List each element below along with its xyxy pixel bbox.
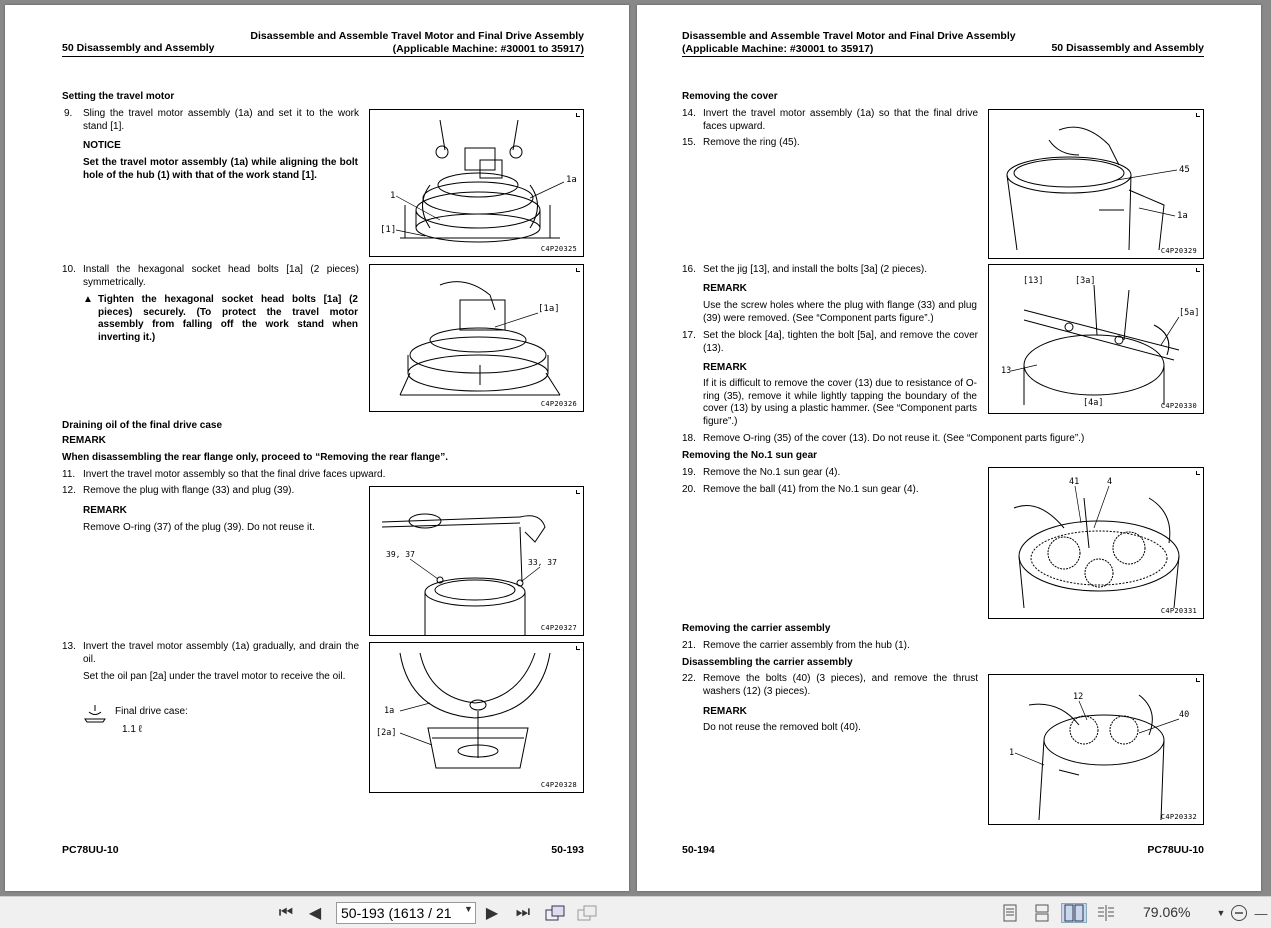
fig8-label-1: 1	[1009, 748, 1015, 758]
step-text: Sling the travel motor assembly (1a) and set it to the work stand [1].	[83, 108, 359, 132]
notice-label: NOTICE	[83, 140, 121, 151]
step-21	[682, 640, 980, 654]
go-forward-view-button[interactable]	[575, 903, 599, 923]
fig2-label-1a: [1a]	[538, 304, 560, 314]
step-number: 14.	[682, 108, 696, 119]
figure-c4p20332	[988, 674, 1204, 825]
remark-text: If it is difficult to remove the cover (13) due to resistance of O-ring (35), remove it while lightly tapping the boundary of the cover (13) by using a plastic hammer. (See “Component parts figure”.)	[703, 378, 977, 427]
remark-label: REMARK	[62, 435, 106, 446]
first-page-icon: ⏮	[278, 904, 294, 921]
fig6-label-5a: [5a]	[1179, 308, 1200, 318]
fig1-label-1a: 1a	[566, 175, 577, 185]
warning-text	[83, 294, 358, 344]
step-20	[682, 484, 980, 498]
cover-removal-jig-illustration	[989, 265, 1204, 414]
heading-cover: Removing the cover	[682, 91, 778, 102]
step-number: 19.	[682, 467, 696, 478]
fig8-label-40: 40	[1179, 710, 1190, 720]
zoom-slider-track[interactable]: —	[1254, 905, 1268, 921]
fig4-label-1a: 1a	[384, 706, 395, 716]
heading-draining: Draining oil of the final drive case	[62, 420, 223, 431]
footer-page-number: 50-194	[682, 844, 715, 856]
oil-value: 1.1 ℓ	[122, 724, 142, 735]
step-12	[62, 485, 362, 499]
step-number: 10.	[62, 264, 76, 275]
next-page-icon: ▶	[485, 905, 499, 922]
step-15	[682, 137, 980, 151]
zoom-out-icon	[1230, 904, 1248, 922]
ring-removal-illustration	[989, 110, 1204, 259]
go-back-view-button[interactable]	[543, 903, 567, 923]
step-18	[682, 433, 1204, 447]
next-page-button[interactable]	[482, 903, 502, 923]
go-forward-view-icon	[576, 904, 598, 922]
page-header	[62, 29, 584, 57]
single-page-icon	[1002, 904, 1018, 922]
figure-c4p20326	[369, 264, 584, 412]
figure-caption: C4P20331	[1160, 607, 1197, 615]
step-number: 20.	[682, 484, 696, 495]
step-text: Remove the ball (41) from the No.1 sun gear (4).	[703, 484, 919, 495]
step-13	[62, 641, 362, 669]
footer-model: PC78UU-10	[1147, 844, 1204, 856]
step-number: 18.	[682, 433, 696, 444]
step-10	[62, 264, 362, 290]
continuous-page-icon	[1034, 904, 1050, 922]
header-title	[250, 30, 584, 56]
figure-c4p20330	[988, 264, 1204, 414]
figure-c4p20327	[369, 486, 584, 636]
fig6-label-4a: [4a]	[1083, 398, 1104, 408]
step-number: 17.	[682, 330, 696, 341]
continuous-view-button[interactable]	[1030, 903, 1054, 923]
header-title-line1: Disassemble and Assemble Travel Motor and Final Drive Assembly	[250, 30, 584, 42]
figure-caption: C4P20329	[1160, 247, 1197, 255]
fig5-label-1a: 1a	[1177, 211, 1188, 221]
figure-c4p20328	[369, 642, 584, 793]
page-left	[5, 5, 629, 891]
step-16	[682, 264, 980, 278]
figure-c4p20331	[988, 467, 1204, 619]
step-text: Remove the No.1 sun gear (4).	[703, 467, 841, 478]
figure-caption: C4P20332	[1160, 813, 1197, 821]
figure-c4p20325	[369, 109, 584, 257]
previous-page-icon: ◀	[308, 905, 322, 922]
figure-caption: C4P20325	[540, 245, 577, 253]
two-page-icon	[1064, 904, 1084, 922]
sun-gear-removal-illustration	[989, 468, 1204, 619]
hexagonal-bolt-install-illustration	[370, 265, 584, 412]
fig1-label-1: 1	[390, 191, 396, 201]
remark-label: REMARK	[703, 362, 747, 373]
step-text: Remove the plug with flange (33) and plug (39).	[83, 485, 295, 496]
remark-text: When disassembling the rear flange only, proceed to “Removing the rear flange”.	[62, 452, 449, 463]
fig1-label-work-stand: [1]	[380, 225, 397, 235]
fig6-label-13: 13	[1001, 366, 1012, 376]
warning-icon: ▲	[83, 294, 93, 305]
two-page-continuous-button[interactable]	[1094, 903, 1118, 923]
zoom-level[interactable]: 79.06%	[1143, 904, 1191, 920]
remark-text: Use the screw holes where the plug with flange (33) and plug (39) were removed. (See “Component parts figure”.)	[703, 300, 977, 324]
header-title-line2: (Applicable Machine: #30001 to 35917)	[682, 43, 874, 55]
heading-carrier: Removing the carrier assembly	[682, 623, 831, 634]
single-page-view-button[interactable]	[998, 903, 1022, 923]
fig6-label-13-jig: [13]	[1023, 276, 1044, 286]
plug-removal-illustration	[370, 487, 584, 636]
footer-page-number: 50-193	[551, 844, 584, 856]
two-page-view-button[interactable]	[1061, 903, 1087, 923]
page-right	[637, 5, 1261, 891]
oil-label: Final drive case:	[115, 706, 188, 717]
last-page-button[interactable]	[512, 903, 534, 923]
figure-caption: C4P20327	[540, 624, 577, 632]
figure-c4p20329	[988, 109, 1204, 259]
step-text: Remove O-ring (35) of the cover (13). Do not reuse it. (See “Component parts figure”.)	[703, 433, 1085, 444]
step-number: 15.	[682, 137, 696, 148]
step-text: Set the jig [13], and install the bolts [3a] (2 pieces).	[703, 264, 928, 275]
step-text: Invert the travel motor assembly (1a) so that the final drive faces upward.	[703, 108, 978, 132]
carrier-disassembly-illustration	[989, 675, 1204, 825]
step-text: Set the block [4a], tighten the bolt [5a], and remove the cover (13).	[703, 330, 978, 354]
oil-drain-illustration	[370, 643, 584, 793]
step13-subtext: Set the oil pan [2a] under the travel motor to receive the oil.	[83, 671, 346, 682]
go-back-view-icon	[544, 904, 566, 922]
remark-text: Do not reuse the removed bolt (40).	[703, 722, 861, 733]
first-page-button[interactable]	[275, 903, 297, 923]
header-title	[682, 30, 1016, 56]
step-11	[62, 469, 584, 483]
footer-model: PC78UU-10	[62, 844, 119, 856]
figure-caption: C4P20326	[540, 400, 577, 408]
fig7-label-41: 41	[1069, 477, 1080, 487]
page-dropdown-icon[interactable]: ▼	[464, 904, 473, 914]
step-text: Remove the carrier assembly from the hub (1).	[703, 640, 910, 651]
remark-label: REMARK	[703, 706, 747, 717]
step-14	[682, 108, 980, 136]
step-number: 12.	[62, 485, 76, 496]
step-9	[62, 108, 362, 138]
step-number: 16.	[682, 264, 696, 275]
oil-icon	[83, 703, 113, 721]
header-section: 50 Disassembly and Assembly	[1051, 42, 1204, 54]
travel-motor-on-stand-illustration	[370, 110, 584, 257]
fig5-label-45: 45	[1179, 165, 1190, 175]
fig7-label-4: 4	[1107, 477, 1113, 487]
header-title-line1: Disassemble and Assemble Travel Motor and Final Drive Assembly	[682, 30, 1016, 42]
step-text: Install the hexagonal socket head bolts [1a] (2 pieces) symmetrically.	[83, 264, 359, 288]
figure-caption: C4P20330	[1160, 402, 1197, 410]
header-section: 50 Disassembly and Assembly	[62, 42, 215, 54]
remark-label: REMARK	[83, 505, 127, 516]
step-number: 11.	[62, 469, 76, 480]
fig3-label-33-37: 33, 37	[528, 558, 557, 567]
step-text: Invert the travel motor assembly so that the final drive faces upward.	[83, 469, 386, 480]
viewer-toolbar	[0, 896, 1271, 928]
figure-caption: C4P20328	[540, 781, 577, 789]
page-number-input[interactable]: 50-193 (1613 / 21	[336, 902, 476, 924]
heading-setting: Setting the travel motor	[62, 91, 175, 102]
step-text: Remove the bolts (40) (3 pieces), and remove the thrust washers (12) (3 pieces).	[703, 673, 978, 697]
step-number: 21.	[682, 640, 696, 651]
step-number: 22.	[682, 673, 696, 684]
heading-sungear: Removing the No.1 sun gear	[682, 450, 818, 461]
step-text: Remove the ring (45).	[703, 137, 800, 148]
fig3-label-39-37: 39, 37	[386, 550, 415, 559]
fig4-label-2a: [2a]	[376, 728, 397, 738]
last-page-icon: ⏭	[515, 904, 531, 921]
step-22	[682, 673, 980, 701]
remark-text: Remove O-ring (37) of the plug (39). Do not reuse it.	[83, 522, 315, 533]
zoom-out-button[interactable]	[1228, 903, 1250, 923]
two-page-continuous-icon	[1096, 904, 1116, 922]
step-text: Invert the travel motor assembly (1a) gradually, and drain the oil.	[83, 641, 359, 665]
heading-disassembling: Disassembling the carrier assembly	[682, 657, 853, 668]
fig6-label-3a: [3a]	[1075, 276, 1096, 286]
step-number: 9.	[64, 108, 73, 119]
remark-label: REMARK	[703, 283, 747, 294]
step-19	[682, 467, 980, 481]
warning-body: Tighten the hexagonal socket head bolts [1a] (2 pieces) securely. (To protect the travel motor assembly from falling off the work stand when inverting it.)	[98, 294, 358, 343]
previous-page-button[interactable]	[305, 903, 325, 923]
zoom-dropdown-icon[interactable]: ▼	[1216, 908, 1226, 918]
notice-text: Set the travel motor assembly (1a) while aligning the bolt hole of the hub (1) with that of the work stand [1].	[83, 157, 358, 181]
step-number: 13.	[62, 641, 76, 652]
fig8-label-12: 12	[1073, 692, 1084, 702]
header-title-line2: (Applicable Machine: #30001 to 35917)	[392, 43, 584, 55]
page-header	[682, 29, 1204, 57]
step-17	[682, 330, 980, 358]
